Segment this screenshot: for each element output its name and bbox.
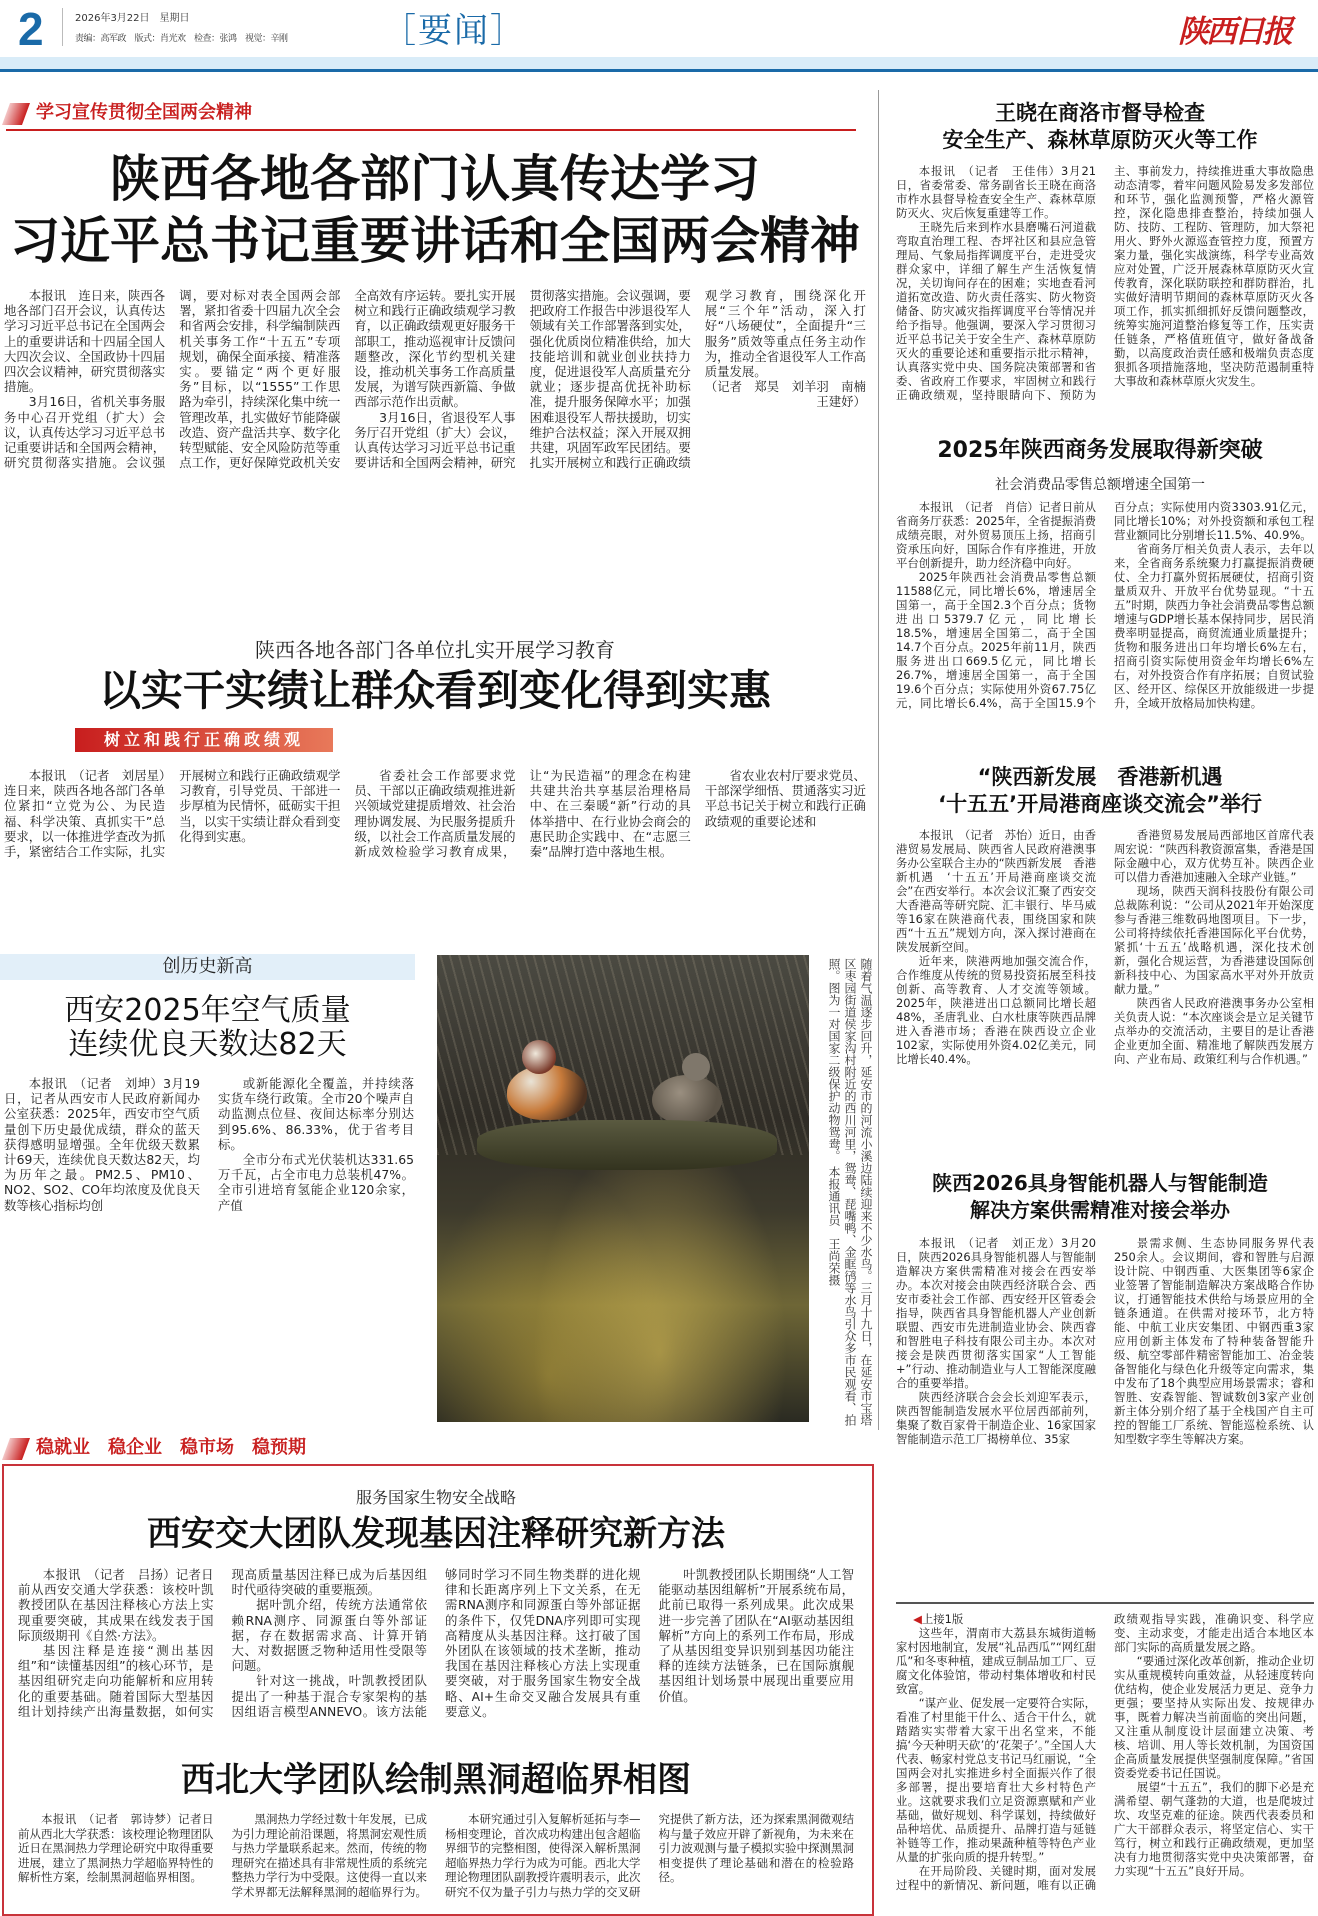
paragraph: 本报讯 （记者 刘居星）连日来，陕西各地各部门各单位紧扣“立党为公、为民造福、科学决策、真抓实干”总要求，以一体推进学查改为抓手，紧密结合工作实际，扎实开展树立和践行正确政绩观学习教育，引导党员、干部进一步厚植为民情怀，砥砺实干担当，以实干实绩让群众看到变化得到实惠。 [4, 768, 341, 860]
paragraph: “谋产业、促发展一定要符合实际，看准了村里能干什么、适合干什么，就踏踏实实带着大家干出名堂来，不能搞‘今天种明天砍’的‘花架子’。”全国人大代表、畅家村党总支书记马红丽说，“全国两会对扎实推进乡村全面振兴作了很多部署，提出要培育壮大乡村特色产业。这就要求我们立足资源禀赋和产业基础，做好规划、科学谋划，持续做好品种培优、品质提升、品牌打造与延链补链等工作，推动果蔬种植等特色产业从量的扩张向质的提升转型。” [896, 1696, 1096, 1864]
caption-text: 随着气温逐步回升，延安市的河流小溪边陆续迎来不少水鸟。三月十九日，在延安市宝塔区枣园街道侯家沟村附近的西川河里，鸳鸯、琵嘴鸭、金眶鸻等水鸟引众多市民观看、拍照。图为一对国家二级保护动物鸳鸯。 [827, 958, 873, 1426]
kicker-text: 学习宣传贯彻全国两会精神 [36, 102, 252, 123]
robot-headline[interactable] [885, 1170, 1315, 1224]
science-kicker [6, 1433, 866, 1460]
paragraph: 基因注释是连接“测出基因组”和“读懂基因组”的核心环节，是基因组研究走向功能解析和应用转化的重要基础。随着国际大型基因组计划持续产出海量数据，如何实现高质量基因注释已成为后基因组时代亟待突破的重要瓶颈。 [18, 1567, 427, 1719]
paragraph: 省商务厅相关负责人表示，去年以来，全省商务系统聚力打赢提振消费硬仗、全力打赢外贸拓展硬仗，招商引资量质双升、开放平台优势显现。“十五五”时期，陕西力争社会消费品零售总额增速与GDP增长基本保持同步，居民消费率明显提高，商贸流通业质量提升；货物和服务进出口年均增长6%左右，招商引资实际使用资金年均增长6%左右，对外投资合作有序拓展；自贸试验区、经开区、综保区开放能级进一步提升，全域开放格局加快构建。 [1114, 542, 1314, 710]
continued-paragraphs [896, 1612, 1314, 1892]
male-duck [507, 1065, 587, 1120]
wangxiao-headline-line2: 安全生产、森林草原防灭火等工作 [942, 128, 1258, 152]
issue-date: 2026年3月22日 星期日 [75, 13, 190, 24]
lead-headline[interactable] [0, 148, 870, 272]
page-number: 2 [18, 3, 44, 55]
air-headline[interactable] [0, 994, 415, 1062]
paragraph: “要通过深化改革创新，推动企业切实从重规模转向重效益，从轻速度转向优结构，使企业发展活力更足、竞争力更强；要坚持从实际出发、按规律办事，既着力解决当前面临的突出问题，又注重从制度设计层面建立决策、考核、培训、用人等长效机制，为国资国企高质量发展提供坚强制度保障。”省国资委党委书记任国说。 [1114, 1654, 1314, 1780]
commerce-subtitle: 社会消费品零售总额增速全国第一 [995, 477, 1205, 493]
commerce-headline[interactable]: 2025年陕西商务发展取得新突破 [937, 438, 1263, 463]
second-headline[interactable]: 以实干实绩让群众看到变化得到实惠 [98, 666, 771, 715]
lead-headline-line1: 陕西各地各部门认真传达学习 [110, 150, 760, 208]
male-duck-head [522, 1040, 556, 1074]
paragraph: 近年来，陕港两地加强交流合作，合作维度从传统的贸易投资拓展至科技创新、高等教育、人才交流等领域。2025年，陕港进出口总额同比增长超48%，圣唐乳业、白水杜康等陕西品牌进入香港市场；香港在陕西设立企业102家，实际使用外资4.02亿美元，同比增长40.4%。 [896, 954, 1096, 1066]
air-headline-line2: 连续优良天数达82天 [68, 1027, 347, 1062]
kicker-slash-icon [2, 103, 30, 125]
continued-arrow-icon: ◀ [913, 1612, 922, 1626]
science2-headline[interactable]: 西北大学团队绘制黑洞超临界相图 [181, 1760, 691, 1800]
paragraph: 本报讯 （记者 郭诗梦）记者日前从西北大学获悉：该校理论物理团队近日在黑洞热力学理论研究中取得重要进展，建立了黑洞热力学超临界特性的解析性方案，绘制黑洞超临界相图。 [18, 1812, 214, 1885]
photo-credit: 本报通讯员 王尚荣摄 [827, 1165, 841, 1286]
continued-marker[interactable] [896, 1612, 1096, 1626]
second-subtitle: 陕西各地各部门各单位扎实开展学习教育 [255, 638, 615, 662]
paragraph: 全市分布式光伏装机达331.65万千瓦，占全市电力总装机47%。全市引进培育氢能企业120余家，产值 [218, 1152, 414, 1213]
paragraph: 2025年陕西社会消费品零售总额11588亿元，同比增长6%，增速居全国第一，高于全国2.3个百分点；货物进出口5379.7亿元，同比增长18.5%，增速居全国第二，高于全国14.7个百分点。2025年前11月，陕西服务进出口669.5亿元，同比增长26.7%，增速居全国第一，高于全国19.6个百分点；实际使用外资67.75亿元，同比增长6.4%，高于全国15.9个百分点；实际使用内资3303.91亿元，同比增长10%；对外投资额和承包工程营业额同比分别增长11.5%、40.9%。 [896, 500, 1314, 710]
paragraph: 或新能源化全覆盖，并持续落实货车绕行政策。全市20个噪声自动监测点位昼、夜间达标率分别达到95.6%、86.33%，优于省考目标。 [218, 1076, 414, 1152]
paragraph: 针对这一挑战，叶凯教授团队提出了一种基于混合专家架构的基因组语言模型ANNEVO。该方法能够同时学习不同生物类群的进化规律和长距离序列上下文关系，在无需RNA测序和同源蛋白等外部证据的条件下，仅凭DNA序列即可实现高精度从头基因注释。这打破了国外团队在该领域的技术垄断，推动我国在基因注释核心方法上实现重要突破，对于服务国家生物安全战略、AI+生命交叉融合发展具有重要意义。 [231, 1567, 641, 1719]
header-divider [62, 8, 63, 46]
continued-rule [896, 1602, 1314, 1604]
paragraph: 省委社会工作部要求党员、干部以正确政绩观推进新兴领域党建提质增效、社会治理协调发展、为民服务提质升级，以社会工作高质量发展的新成效检验学习教育成果，让“为民造福”的理念在构建共建共治共享基层治理格局中、在三秦暖“新”行动的具体举措中、在行业协会商会的惠民助企实践中、在“志愿三秦”品牌打造中落地生根。 [354, 768, 691, 860]
column-divider [878, 90, 879, 1430]
paragraph: 据叶凯介绍，传统方法通常依赖RNA测序、同源蛋白等外部证据，存在数据需求高、计算开销大、对数据匮乏物种适用性受限等问题。 [231, 1597, 427, 1674]
wangxiao-headline[interactable] [885, 100, 1315, 154]
paragraph: 展望“十五五”，我们的脚下必是充满希望、朝气蓬勃的大道，也是爬坡过坎、攻坚克难的征途。陕西代表委员和广大干部群众表示，将坚定信心、实干笃行，树立和践行正确政绩观，更加坚决有力地贯彻落实党中央决策部署，奋力实现“十五五”良好开局。 [1114, 1780, 1314, 1878]
robot-body [896, 1236, 1314, 1446]
science1-body [18, 1567, 854, 1719]
paragraph: 王晓先后来到柞水县磨嘴石河道截弯取直治理工程、杏坪社区和县应急管理局、气象局指挥调度平台，走进受灾群众家中，详细了解生产生活恢复情况，关切询问存在的困难；实地查看河道拓宽改造、防火责任落实、防火物资储备、防灾减灾指挥调度平台等情况并给予指导。他强调，要深入学习贯彻习近平总书记关于安全生产、森林草原防灭火的重要论述和重要指示批示精神，认真落实党中央、国务院决策部署和省委、省政府工作要求，牢固树立和践行正确政绩观，坚持眼睛向下、预防为主、事前发力，持续推进重大事故隐患动态清零，着牢问题风险易发多发部位和环节，强化监测预警，严格火源管控，深化隐患排查整治，持续加强人防、技防、工程防、管理防，加大祭祀用火、野外火源巡查管控力度，预置方案力量，强化实战演练，科学专业高效应对处置，广泛开展森林草原防灭火宣传教育，深化联防联控和群防群治，扎实做好清明节期间的森林草原防灭火各项工作，抓实抓细抓好反馈问题整改，统筹实施河道整治修复等工作，压实责任链条，严格值班值守，做好备战备勤，以高度政治责任感和极端负责态度狠抓各项措施落地，坚决防范遏制重特大事故和森林草原火灾发生。 [896, 164, 1314, 402]
paragraph: 这些年，渭南市大荔县东城街道畅家村因地制宜，发展“礼品西瓜”“网红甜瓜”和冬枣种植，建成豆制品加工厂、豆腐文化体验馆，带动村集体增收和村民致富。 [896, 1626, 1096, 1696]
continued-marker-text: 上接1版 [921, 1612, 964, 1626]
paragraph: 本报讯 （记者 肖信）记者日前从省商务厅获悉：2025年，全省提振消费成绩亮眼，对外贸易顶压上扬，招商引资承压向好，国际合作有序推进，开放平台创新提升，助力经济稳中向好。 [896, 500, 1096, 570]
paragraph: 本报讯 连日来，陕西各地各部门召开会议，认真传达学习习近平总书记在全国两会上的重要讲话和十四届全国人大四次会议、全国政协十四届四次会议精神，研究贯彻落实措施。 [4, 288, 166, 395]
photo-caption [812, 958, 874, 1428]
paragraph: 本报讯 （记者 苏怡）近日，由香港贸易发展局、陕西省人民政府港澳事务办公室联合主办的“陕西新发展 香港新机遇 ‘十五五’开局港商座谈交流会”在西安举行。本次会议汇聚了西安交大香港高等研究院、汇丰银行、毕马威等16家在陕港商代表，围绕国家和陕西“十五五”规划方向，深入探讨港商在陕发展新空间。 [896, 828, 1096, 954]
commerce-body [896, 500, 1314, 710]
air-body [4, 1076, 414, 1213]
paragraph: 本报讯 （记者 刘坤）3月19日，记者从西安市人民政府新闻办公室获悉：2025年，西安市空气质量创下历史最优成绩，群众的蓝天获得感明显增强。全年优级天数累计69天，连续优良天数达82天，均为历年之最。PM2.5、PM10、NO2、SO2、CO年均浓度及优良天数等核心指标均创 [4, 1076, 200, 1213]
paragraph: 本研究通过引入复解析延拓与李—杨相变理论，首次成功构建出包含超临界细节的完整相图，使得深入解析黑洞超临界热力学行为成为可能。西北大学理论物理团队副教授许震明表示，此次研究不仅为量子引力与热力学的交叉研究提供了新方法，还为探索黑洞微观结构与量子效应开辟了新视角，为未来在引力波观测与量子模拟实验中探测黑洞相变提供了理论基础和潜在的检验路径。 [445, 1812, 854, 1899]
paragraph: 在开局阶段、关键时期，面对发展过程中的新情况、新问题，唯有以正确政绩观指导实践，准确识变、科学应变、主动求变，才能走出适合本地区本部门实际的高质量发展之路。 [896, 1612, 1314, 1892]
paragraph: 本报讯 （记者 刘正龙）3月20日，陕西2026具身智能机器人与智能制造解决方案供需精准对接会在西安举办。本次对接会由陕西经济联合会、西安市委社会工作部、西安经开区管委会指导，陕西省具身智能机器人产业创新联盟、西安市先进制造业协会、陕西睿和智胜电子科技有限公司主办。本次对接会是陕西贯彻落实国家“人工智能+”行动、推动制造业与人工智能深度融合的重要举措。 [896, 1236, 1096, 1390]
hongkong-headline[interactable] [885, 764, 1315, 818]
hongkong-headline-line1: “陕西新发展 香港新机遇 [977, 765, 1223, 789]
lead-kicker [6, 98, 856, 131]
paragraph: 本报讯 （记者 王佳伟）3月21日，省委常委、常务副省长王晓在商洛市柞水县督导检查安全生产、森林草原防灭火、灾后恢复重建等工作。 [896, 164, 1096, 220]
wangxiao-body [896, 164, 1314, 402]
paragraph: 陕西经济联合会会长刘迎军表示，陕西智能制造发展水平位居西部前列，集聚了数百家骨干制造企业、16家国家智能制造示范工厂揭榜单位、35家 [896, 1390, 1096, 1446]
paragraph: 3月16日，省退役军人事务厅召开党组（扩大）会议，认真传达学习习近平总书记重要讲话和全国两会精神，研究贯彻落实措施。会议强调，要把政府工作报告中涉退役军人领域有关工作部署落到实处，强化优质岗位精准供给，加大技能培训和就业创业扶持力度，促进退役军人高质量充分就业；逐步提高优抚补助标准，提升服务保障水平；加强困难退役军人帮扶援助，切实维护合法权益；深入开展双拥共建，巩固军政军民团结。要扎实开展树立和践行正确政绩观学习教育，围绕深化开展“三个年”活动，深入打好“八场硬仗”，全面提升“三服务”质效等重点任务主动作为，推动全省退役军人工作高质量发展。 [354, 288, 866, 471]
paragraph: 叶凯教授团队长期围绕“人工智能驱动基因组解析”开展系统布局，此前已取得一系列成果。此次成果进一步完善了团队在“AI驱动基因组解析”方向上的系列工作布局，形成了从基因组变异识别到基因功能注释的连续方法链条，已在国际旗舰基因组计划场景中展现出重要应用价值。 [658, 1567, 854, 1704]
paragraph: 黑洞热力学经过数十年发展，已成为引力理论前沿课题，将黑洞宏观性质与热力学量联系起来。然而，传统的物理研究在描述具有非常规性质的系统完整热力学行为中受限。这使得一直以来学术界都无法解释黑洞的超临界行为。 [231, 1812, 427, 1899]
paragraph: 3月16日，省机关事务服务中心召开党组（扩大）会议，认真传达学习习近平总书记重要讲话和全国两会精神，研究贯彻落实措施。会议强调，要对标对表全国两会部署，紧扣省委十四届九次全会和省两会安排，科学编制陕西机关事务工作“十五五”专项规划，确保全面承接、精准落实。要锚定“两个更好服务”目标，以“1555”工作思路为牵引，持续深化集中统一管理改革，扎实做好节能降碳改造、资产盘活共享、数字化转型赋能、安全风险防范等重点工作，更好保障党政机关安全高效有序运转。要扎实开展树立和践行正确政绩观学习教育，以正确政绩观更好服务干部职工，推动巡视审计反馈问题整改，深化节约型机关建设，推动机关事务工作高质量发展，为谱写陕西新篇、争做西部示范作出贡献。 [4, 288, 516, 471]
air-headline-line1: 西安2025年空气质量 [64, 993, 351, 1028]
mandarin-ducks-photo [437, 955, 809, 1422]
female-duck [652, 1075, 722, 1125]
kicker-slash-icon [2, 1438, 30, 1460]
air-banner: 创历史新高 [0, 954, 415, 980]
continued-body [896, 1612, 1314, 1892]
kicker-text: 稳就业 稳企业 稳市场 稳预期 [36, 1437, 306, 1458]
science1-subtitle: 服务国家生物安全战略 [355, 1488, 516, 1507]
robot-headline-line2: 解决方案供需精准对接会举办 [970, 1198, 1230, 1222]
river-bank [477, 1120, 777, 1170]
header-band [0, 57, 1318, 69]
hongkong-headline-line2: ‘十五五’开局港商座谈交流会”举行 [938, 792, 1262, 816]
lead-byline: （记者 郑昊 刘羊羽 南楠 王建妤） [704, 379, 879, 410]
lead-headline-line2: 习近平总书记重要讲话和全国两会精神 [10, 212, 860, 270]
second-tag: 树立和践行正确政绩观 [75, 728, 333, 752]
paragraph: 陕西省人民政府港澳事务办公室相关负责人说：“本次座谈会是立足关键节点举办的交流活动，主要目的是让香港企业更加全面、精准地了解陕西发展方向、产业布局、政策红利与合作机遇。” [1114, 996, 1314, 1066]
paragraph: 现场，陕西天润科技股份有限公司总裁陈利说：“公司从2021年开始深度参与香港三维数码地图项目。下一步，公司将持续依托香港国际化平台优势，紧抓‘十五五’战略机遇，深化技术创新，强化合规运营，为香港建设国际创新科技中心、为国家高水平对外开放贡献力量。” [1114, 884, 1314, 996]
hongkong-body [896, 828, 1314, 1066]
kicker-rule [6, 129, 856, 131]
lead-body [4, 288, 879, 471]
science1-headline[interactable]: 西安交大团队发现基因注释研究新方法 [147, 1514, 725, 1554]
section-title: ［要闻］ [382, 11, 526, 51]
newspaper-logo: 陕西日报 [1178, 14, 1290, 50]
science2-body [18, 1812, 854, 1900]
female-duck-head [682, 1053, 710, 1081]
paragraph: 本报讯 （记者 吕扬）记者日前从西安交通大学获悉：该校叶凯教授团队在基因注释核心方法上实现重要突破，其成果在线发表于国际顶级期刊《自然·方法》。 [18, 1567, 214, 1643]
paragraph: 景需求侧、生态协同服务界代表250余人。会议期间，睿和智胜与启源设计院、中钢西重、大医集团等6家企业签署了智能制造解决方案战略合作协议，打通智能技术供给与场景应用的全链条通道。在供需对接环节，北方特能、中航工业庆安集团、中钢西重3家应用创新主体发布了特种装备智能升级、航空零部件精密智能加工、冶金装备智能化与绿色化升级等定向需求，集中发布了18个典型应用场景需求；睿和智胜、安森智能、智诚数创3家产业创新主体分别介绍了基于全栈国产自主可控的智能工厂系统、智能巡检系统、认知型数字孪生等解决方案。 [1114, 1236, 1314, 1446]
paragraph: 香港贸易发展局西部地区首席代表周宏说：“陕西科教资源富集，香港是国际金融中心，双方优势互补。陕西企业可以借力香港加速融入全球产业链。” [1114, 828, 1314, 884]
paragraph: 省农业农村厅要求党员、干部深学细悟、贯通落实习近平总书记关于树立和践行正确政绩观的重要论述和 [704, 768, 866, 829]
header-rule [0, 69, 1318, 72]
robot-headline-line1: 陕西2026具身智能机器人与智能制造 [932, 1171, 1268, 1195]
wangxiao-headline-line1: 王晓在商洛市督导检查 [995, 101, 1205, 125]
editor-credits: 责编：高军政 版式：肖光欢 检查：张鸿 视觉：辛刚 [75, 34, 288, 44]
second-body [4, 768, 866, 859]
